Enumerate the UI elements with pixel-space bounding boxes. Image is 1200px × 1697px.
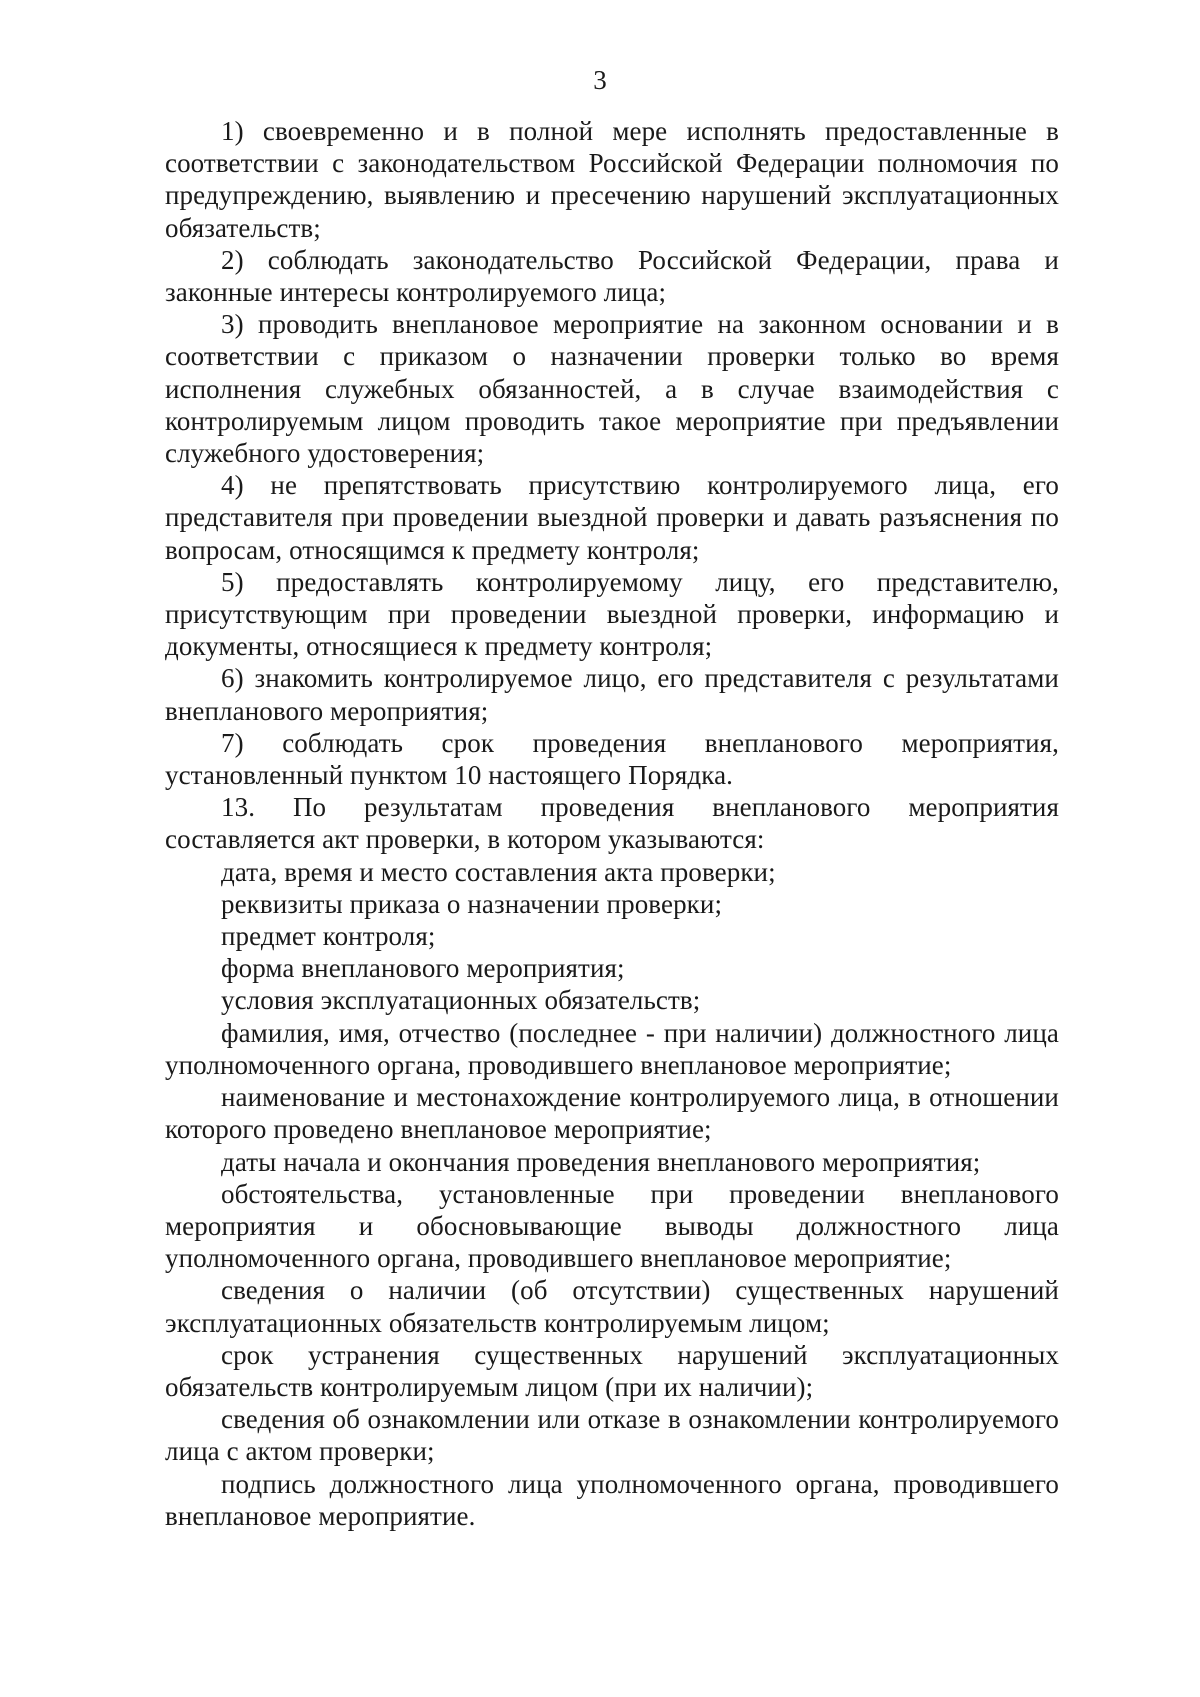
act-item-subject: предмет контроля; [221,921,436,952]
act-item-conditions: условия эксплуатационных обязательств; [221,985,701,1016]
paragraph-duty-3: 3) проводить внеплановое мероприятие на законном основании и в соответствии с приказом о назначении проверки только во время исполнения служебных обязанностей, а в случае взаимодействия с контролируемым лицом проводить такое мероприятие при предъявлении служебного удостоверения; [165,309,1059,469]
act-item-signature: подпись должностного лица уполномоченного органа, проводившего внеплановое мероприятие. [165,1468,1059,1531]
paragraph-clause-13: 13. По результатам проведения внепланового мероприятия составляется акт проверки, в котором указываются: [165,792,1059,855]
paragraph-duty-4: 4) не препятствовать присутствию контролируемого лица, его представителя при проведении выездной проверки и давать разъяснения по вопросам, относящимся к предмету контроля; [165,470,1059,565]
paragraph-duty-1: 1) своевременно и в полной мере исполнять предоставленные в соответствии с законодательством Российской Федерации полномочия по предупреждению, выявлению и пресечению нарушений эксплуатационных обязательств; [165,116,1059,243]
act-item-circumstances: обстоятельства, установленные при проведении внепланового мероприятия и обосновывающие выводы должностного лица уполномоченного органа, проводившего внеплановое мероприятие; [165,1178,1059,1274]
act-item-order-details: реквизиты приказа о назначении проверки; [221,888,723,919]
paragraph-duty-5: 5) предоставлять контролируемому лицу, его представителю, присутствующим при проведении выездной проверки, информацию и документы, относящиеся к предмету контроля; [165,566,1059,662]
paragraph-duty-6: 6) знакомить контролируемое лицо, его представителя с результатами внепланового мероприятия; [165,663,1059,726]
act-item-violations: сведения о наличии (об отсутствии) существенных нарушений эксплуатационных обязательств контролируемым лицом; [165,1275,1059,1338]
act-item-acquaintance: сведения об ознакомлении или отказе в ознакомлении контролируемого лица с актом проверки; [165,1404,1059,1467]
act-item-form: форма внепланового мероприятия; [221,953,625,984]
paragraph-duty-7: 7) соблюдать срок проведения внепланового мероприятия, установленный пунктом 10 настоящего Порядка. [165,727,1059,791]
paragraph-duty-2: 2) соблюдать законодательство Российской Федерации, права и законные интересы контролируемого лица; [165,244,1059,308]
act-item-entity-name: наименование и местонахождение контролируемого лица, в отношении которого проведено внеплановое мероприятие; [165,1082,1059,1145]
act-item-official-name: фамилия, имя, отчество (последнее - при наличии) должностного лица уполномоченного органа, проводившего внеплановое мероприятие; [165,1017,1059,1080]
act-item-date-place: дата, время и место составления акта проверки; [221,856,776,887]
act-item-deadline: срок устранения существенных нарушений эксплуатационных обязательств контролируемым лицом (при их наличии); [165,1339,1059,1402]
act-item-dates: даты начала и окончания проведения внепланового мероприятия; [221,1146,981,1177]
document-body [165,115,1059,1532]
page-number: 3 [593,65,607,95]
